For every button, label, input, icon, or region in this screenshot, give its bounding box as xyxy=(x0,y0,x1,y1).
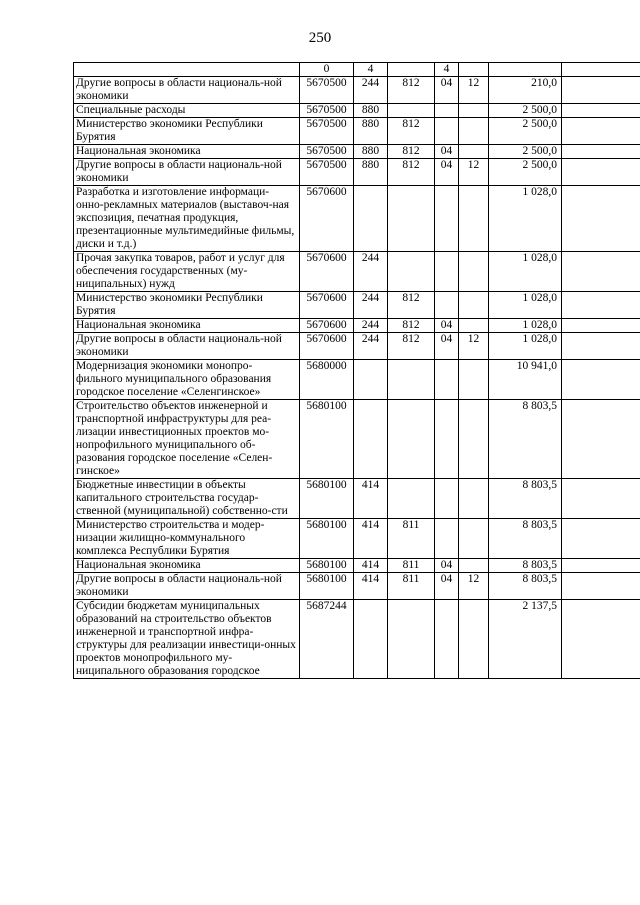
row-expense-type-cell xyxy=(354,400,388,479)
row-code-cell: 0 xyxy=(300,63,354,77)
row-empty-cell xyxy=(562,573,640,600)
row-amount-cell xyxy=(489,63,562,77)
row-amount-cell: 8 803,5 xyxy=(489,573,562,600)
table-row xyxy=(74,519,640,559)
row-amount-cell: 8 803,5 xyxy=(489,519,562,559)
row-ministry-cell: 812 xyxy=(388,118,435,145)
row-name-cell: Национальная экономика xyxy=(74,559,300,573)
row-amount-cell: 1 028,0 xyxy=(489,292,562,319)
row-name-cell: Специальные расходы xyxy=(74,104,300,118)
row-empty-cell xyxy=(562,145,640,159)
table-row xyxy=(74,159,640,186)
row-code-cell: 5680000 xyxy=(300,360,354,400)
table-row xyxy=(74,186,640,252)
row-section-cell xyxy=(435,519,459,559)
row-section-cell: 04 xyxy=(435,319,459,333)
budget-table xyxy=(73,62,640,679)
row-empty-cell xyxy=(562,360,640,400)
row-section-cell: 04 xyxy=(435,77,459,104)
row-subsection-cell xyxy=(459,252,489,292)
row-empty-cell xyxy=(562,104,640,118)
row-expense-type-cell: 880 xyxy=(354,118,388,145)
row-name-cell: Министерство экономики Республики Бурятия xyxy=(74,292,300,319)
row-empty-cell xyxy=(562,519,640,559)
row-section-cell xyxy=(435,104,459,118)
table-row xyxy=(74,252,640,292)
row-ministry-cell xyxy=(388,400,435,479)
row-ministry-cell: 812 xyxy=(388,145,435,159)
row-amount-cell: 2 500,0 xyxy=(489,118,562,145)
budget-table-body xyxy=(74,63,640,679)
row-ministry-cell: 811 xyxy=(388,519,435,559)
row-subsection-cell xyxy=(459,292,489,319)
row-ministry-cell xyxy=(388,104,435,118)
row-ministry-cell xyxy=(388,479,435,519)
row-section-cell xyxy=(435,186,459,252)
row-name-cell: Модернизация экономики монопро-фильного муниципального образования городское поселение «Селенгинское» xyxy=(74,360,300,400)
row-name-cell: Национальная экономика xyxy=(74,145,300,159)
row-amount-cell: 8 803,5 xyxy=(489,400,562,479)
row-expense-type-cell: 880 xyxy=(354,145,388,159)
table-row xyxy=(74,600,640,679)
row-expense-type-cell xyxy=(354,600,388,679)
row-expense-type-cell: 414 xyxy=(354,519,388,559)
row-expense-type-cell: 244 xyxy=(354,252,388,292)
row-expense-type-cell: 414 xyxy=(354,559,388,573)
row-expense-type-cell xyxy=(354,186,388,252)
row-empty-cell xyxy=(562,63,640,77)
row-amount-cell: 1 028,0 xyxy=(489,319,562,333)
row-subsection-cell xyxy=(459,360,489,400)
row-code-cell: 5670600 xyxy=(300,292,354,319)
table-row xyxy=(74,104,640,118)
row-amount-cell: 8 803,5 xyxy=(489,479,562,519)
row-section-cell: 04 xyxy=(435,333,459,360)
row-ministry-cell: 811 xyxy=(388,573,435,600)
row-expense-type-cell: 244 xyxy=(354,292,388,319)
table-row xyxy=(74,118,640,145)
row-ministry-cell xyxy=(388,63,435,77)
row-amount-cell: 1 028,0 xyxy=(489,252,562,292)
table-row xyxy=(74,145,640,159)
row-expense-type-cell: 244 xyxy=(354,333,388,360)
row-empty-cell xyxy=(562,159,640,186)
row-code-cell: 5680100 xyxy=(300,479,354,519)
row-expense-type-cell: 880 xyxy=(354,159,388,186)
row-empty-cell xyxy=(562,186,640,252)
row-subsection-cell: 12 xyxy=(459,333,489,360)
row-expense-type-cell: 414 xyxy=(354,479,388,519)
table-row xyxy=(74,63,640,77)
row-code-cell: 5670500 xyxy=(300,77,354,104)
row-subsection-cell xyxy=(459,479,489,519)
row-expense-type-cell xyxy=(354,360,388,400)
row-name-cell: Министерство строительства и модер-низации жилищно-коммунального комплекса Республики Бурятия xyxy=(74,519,300,559)
row-name-cell: Прочая закупка товаров, работ и услуг для обеспечения государственных (му-ниципальных) нужд xyxy=(74,252,300,292)
row-ministry-cell: 812 xyxy=(388,159,435,186)
row-empty-cell xyxy=(562,77,640,104)
row-section-cell xyxy=(435,118,459,145)
row-section-cell xyxy=(435,400,459,479)
row-subsection-cell: 12 xyxy=(459,573,489,600)
row-ministry-cell xyxy=(388,360,435,400)
table-row xyxy=(74,333,640,360)
row-ministry-cell: 811 xyxy=(388,559,435,573)
row-name-cell: Другие вопросы в области националь-ной экономики xyxy=(74,573,300,600)
row-ministry-cell: 812 xyxy=(388,292,435,319)
row-empty-cell xyxy=(562,400,640,479)
page-number: 250 xyxy=(308,30,332,46)
row-code-cell: 5687244 xyxy=(300,600,354,679)
row-empty-cell xyxy=(562,600,640,679)
row-name-cell: Другие вопросы в области националь-ной экономики xyxy=(74,77,300,104)
row-code-cell: 5670600 xyxy=(300,333,354,360)
row-code-cell: 5680100 xyxy=(300,573,354,600)
row-section-cell xyxy=(435,600,459,679)
row-subsection-cell xyxy=(459,63,489,77)
row-name-cell: Министерство экономики Республики Бурятия xyxy=(74,118,300,145)
row-subsection-cell: 12 xyxy=(459,159,489,186)
row-subsection-cell xyxy=(459,400,489,479)
row-expense-type-cell: 244 xyxy=(354,77,388,104)
row-empty-cell xyxy=(562,252,640,292)
row-name-cell: Национальная экономика xyxy=(74,319,300,333)
row-code-cell: 5670600 xyxy=(300,186,354,252)
row-section-cell xyxy=(435,292,459,319)
row-name-cell: Другие вопросы в области националь-ной экономики xyxy=(74,333,300,360)
row-section-cell: 04 xyxy=(435,145,459,159)
row-amount-cell: 1 028,0 xyxy=(489,186,562,252)
row-subsection-cell xyxy=(459,186,489,252)
table-row xyxy=(74,479,640,519)
row-code-cell: 5670500 xyxy=(300,145,354,159)
row-name-cell: Строительство объектов инженерной и транспортной инфраструктуры для реа-лизации инвестиционных проектов мо-нопрофильного муниципального об-разования городское поселение «Селен-гинское» xyxy=(74,400,300,479)
row-ministry-cell: 812 xyxy=(388,333,435,360)
row-subsection-cell xyxy=(459,145,489,159)
row-subsection-cell xyxy=(459,519,489,559)
row-name-cell: Разработка и изготовление информаци-онно-рекламных материалов (выставоч-ная экспозиция, печатная продукция, презентационные мультимедийные фильмы, диски и т.д.) xyxy=(74,186,300,252)
table-row xyxy=(74,573,640,600)
table-row xyxy=(74,360,640,400)
row-amount-cell: 8 803,5 xyxy=(489,559,562,573)
row-ministry-cell xyxy=(388,600,435,679)
row-name-cell: Субсидии бюджетам муниципальных образований на строительство объектов инженерной и транспортной инфра-структуры для реализации инвестици-онных проектов монопрофильного му-ниципального образования городское xyxy=(74,600,300,679)
row-empty-cell xyxy=(562,559,640,573)
row-amount-cell: 2 137,5 xyxy=(489,600,562,679)
row-code-cell: 5680100 xyxy=(300,559,354,573)
row-code-cell: 5670500 xyxy=(300,118,354,145)
row-expense-type-cell: 880 xyxy=(354,104,388,118)
row-code-cell: 5670500 xyxy=(300,104,354,118)
row-name-cell: Бюджетные инвестиции в объекты капитального строительства государ-ственной (муниципальной) собственно-сти xyxy=(74,479,300,519)
row-amount-cell: 2 500,0 xyxy=(489,145,562,159)
row-code-cell: 5670600 xyxy=(300,319,354,333)
row-name-cell xyxy=(74,63,300,77)
row-amount-cell: 2 500,0 xyxy=(489,159,562,186)
row-code-cell: 5680100 xyxy=(300,400,354,479)
row-empty-cell xyxy=(562,333,640,360)
row-ministry-cell xyxy=(388,252,435,292)
row-code-cell: 5670500 xyxy=(300,159,354,186)
row-empty-cell xyxy=(562,292,640,319)
row-section-cell: 04 xyxy=(435,559,459,573)
row-subsection-cell xyxy=(459,104,489,118)
row-subsection-cell xyxy=(459,319,489,333)
row-expense-type-cell: 414 xyxy=(354,573,388,600)
row-amount-cell: 210,0 xyxy=(489,77,562,104)
table-row xyxy=(74,319,640,333)
row-amount-cell: 2 500,0 xyxy=(489,104,562,118)
row-name-cell: Другие вопросы в области националь-ной экономики xyxy=(74,159,300,186)
row-section-cell: 04 xyxy=(435,159,459,186)
row-section-cell: 04 xyxy=(435,573,459,600)
table-row xyxy=(74,559,640,573)
row-expense-type-cell: 4 xyxy=(354,63,388,77)
row-code-cell: 5670600 xyxy=(300,252,354,292)
row-amount-cell: 10 941,0 xyxy=(489,360,562,400)
row-empty-cell xyxy=(562,479,640,519)
row-amount-cell: 1 028,0 xyxy=(489,333,562,360)
row-subsection-cell xyxy=(459,118,489,145)
row-empty-cell xyxy=(562,118,640,145)
row-code-cell: 5680100 xyxy=(300,519,354,559)
table-row xyxy=(74,292,640,319)
row-subsection-cell xyxy=(459,600,489,679)
row-ministry-cell: 812 xyxy=(388,319,435,333)
row-section-cell xyxy=(435,360,459,400)
row-ministry-cell: 812 xyxy=(388,77,435,104)
row-subsection-cell: 12 xyxy=(459,77,489,104)
row-ministry-cell xyxy=(388,186,435,252)
row-expense-type-cell: 244 xyxy=(354,319,388,333)
row-section-cell xyxy=(435,479,459,519)
table-row xyxy=(74,77,640,104)
row-section-cell xyxy=(435,252,459,292)
row-subsection-cell xyxy=(459,559,489,573)
row-section-cell: 4 xyxy=(435,63,459,77)
row-empty-cell xyxy=(562,319,640,333)
table-row xyxy=(74,400,640,479)
